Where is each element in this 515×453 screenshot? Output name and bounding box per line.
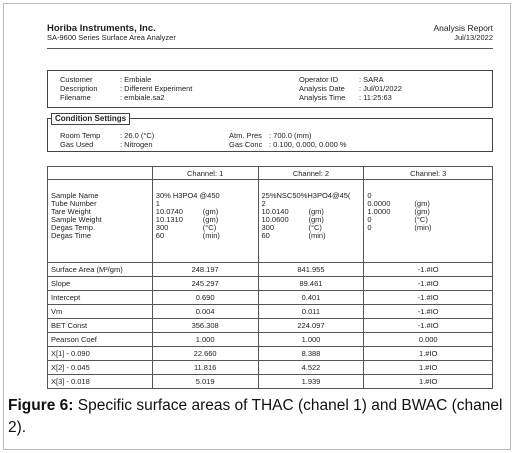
result-value: 1.#IO [364,375,493,389]
value: 0 [367,215,372,224]
sample-weight [367,208,489,216]
result-value: 0.011 [258,305,364,319]
gas-used-label: Gas Used [60,140,94,149]
sample-name: 25%NSC50%H3PO4@45( [261,191,351,200]
result-value: 1.939 [258,375,364,389]
info-right-labels [299,75,345,102]
unit: (°C) [202,223,217,232]
sample-label: Degas Temp. [51,223,96,232]
room-temp-label: Room Temp [60,131,101,140]
sample-details-row [48,180,493,263]
result-value: 8.388 [258,347,364,361]
result-value: 245.297 [152,277,258,291]
channel-header: Channel: 3 [364,167,493,180]
results-table [47,166,493,389]
result-label: Vm [48,305,153,319]
result-value: -1.#IO [364,277,493,291]
atm-pres-label: Atm. Pres [229,131,262,140]
channel-3-details [364,180,493,263]
result-value: 0.000 [364,333,493,347]
result-value: 11.816 [152,361,258,375]
condition-left-labels [60,131,100,149]
result-label: Slope [48,277,153,291]
result-row [48,291,493,305]
caption-label: Figure 6: [8,397,74,414]
unit: (gm) [414,207,430,216]
value: 10.1310 [155,215,183,224]
unit: (min) [202,231,220,240]
result-value: 89.461 [258,277,364,291]
result-value: 5.019 [152,375,258,389]
value: 0.0000 [367,199,391,208]
sample-labels-cell [48,180,153,263]
sample-name: 30% H3PO4 @450 [155,191,220,200]
result-row [48,263,493,277]
result-value: -1.#IO [364,263,493,277]
info-value: : Jul/01/2022 [359,84,402,93]
info-value: : SARA [359,75,384,84]
info-left-labels [60,75,98,102]
result-label: BET Const [48,319,153,333]
degas-time [262,232,361,240]
value: 1.0000 [367,207,391,216]
condition-settings-box [47,114,493,152]
result-row [48,333,493,347]
info-value: : Different Experiment [120,84,193,93]
condition-left-values [120,131,154,149]
unit: (gm) [414,199,430,208]
result-value: 4.522 [258,361,364,375]
result-row [48,375,493,389]
value: 60 [261,231,270,240]
result-label: X[3] - 0.018 [48,375,153,389]
tube-number: 0 [367,191,372,200]
report-title: Analysis Report [433,23,493,33]
unit: (gm) [308,215,324,224]
company-name: Horiba Instruments, Inc. [47,23,156,34]
unit: (min) [308,231,326,240]
channel-header-row [48,167,493,180]
value: 10.0740 [155,207,183,216]
result-value: -1.#IO [364,305,493,319]
info-value: : 11:25:63 [359,93,392,102]
result-value: 1.#IO [364,361,493,375]
room-temp-value: : 26.0 (°C) [120,131,155,140]
unit: (°C) [308,223,322,232]
info-label: Description [60,84,98,93]
sample-label: Sample Name [51,191,99,200]
report-date: Jul/13/2022 [454,33,493,42]
result-value: -1.#IO [364,291,493,305]
atm-pres-value: : 700.0 (mm) [269,131,312,140]
corner-cell [48,167,153,180]
channel-header: Channel: 2 [258,167,364,180]
sample-info-box [47,70,493,108]
gas-used-value: : Nitrogen [120,140,153,149]
unit: (gm) [202,207,219,216]
channel-2-details [258,180,364,263]
info-value: : embiale.sa2 [120,93,165,102]
degas-time [156,232,255,240]
result-row [48,347,493,361]
value: 300 [261,223,275,232]
info-left-values [120,75,192,102]
result-value: 0.004 [152,305,258,319]
gas-conc-label: Gas Conc [229,140,263,149]
value: 0 [367,223,372,232]
result-value: 1.000 [152,333,258,347]
result-value: 356.308 [152,319,258,333]
result-label: Surface Area (M²/gm) [48,263,153,277]
result-value: 1.#IO [364,347,493,361]
result-value: 248.197 [152,263,258,277]
result-label: X[1] - 0.090 [48,347,153,361]
result-row [48,305,493,319]
header-rule [47,48,493,49]
result-row [48,319,493,333]
channel-header: Channel: 1 [152,167,258,180]
sample-label: Tube Number [51,199,97,208]
sample-label: Tare Weight [51,207,91,216]
condition-settings-title: Condition Settings [51,113,130,125]
value: 10.0600 [261,215,289,224]
report-header-left [47,24,176,42]
gas-conc-value: : 0.100, 0.000, 0.000 % [269,140,347,149]
caption-text: Specific surface areas of THAC (chanel 1) and BWAC (chanel 2). [8,397,503,436]
value: 60 [155,231,165,240]
tube-number: 2 [261,199,266,208]
condition-right-labels [229,131,262,149]
info-label: Operator ID [299,75,339,84]
result-label: X[2] - 0.045 [48,361,153,375]
tube-number: 1 [155,199,160,208]
analyzer-model: SA-9600 Series Surface Area Analyzer [47,33,176,42]
value: 10.0140 [261,207,289,216]
condition-right-values [269,131,347,149]
result-row [48,277,493,291]
unit: (gm) [308,207,324,216]
result-value: 1.000 [258,333,364,347]
sample-label: Sample Weight [51,215,102,224]
info-value: : Embiale [120,75,152,84]
unit: (min) [414,223,432,232]
degas-time [367,224,489,232]
info-label: Customer [60,75,93,84]
info-label: Analysis Time [299,93,346,102]
report-header-right [433,24,493,42]
unit: (°C) [414,215,428,224]
unit: (gm) [202,215,219,224]
info-right-values [359,75,402,102]
result-label: Pearson Coef [48,333,153,347]
sample-label: Degas Time [51,231,92,240]
result-row [48,361,493,375]
result-value: 224.097 [258,319,364,333]
channel-1-details [152,180,258,263]
result-value: 0.690 [152,291,258,305]
figure-caption [8,395,508,439]
info-label: Filename [60,93,91,102]
result-label: Intercept [48,291,153,305]
result-value: -1.#IO [364,319,493,333]
info-label: Analysis Date [299,84,345,93]
result-value: 841.955 [258,263,364,277]
result-value: 22.660 [152,347,258,361]
result-value: 0.401 [258,291,364,305]
value: 300 [155,223,169,232]
